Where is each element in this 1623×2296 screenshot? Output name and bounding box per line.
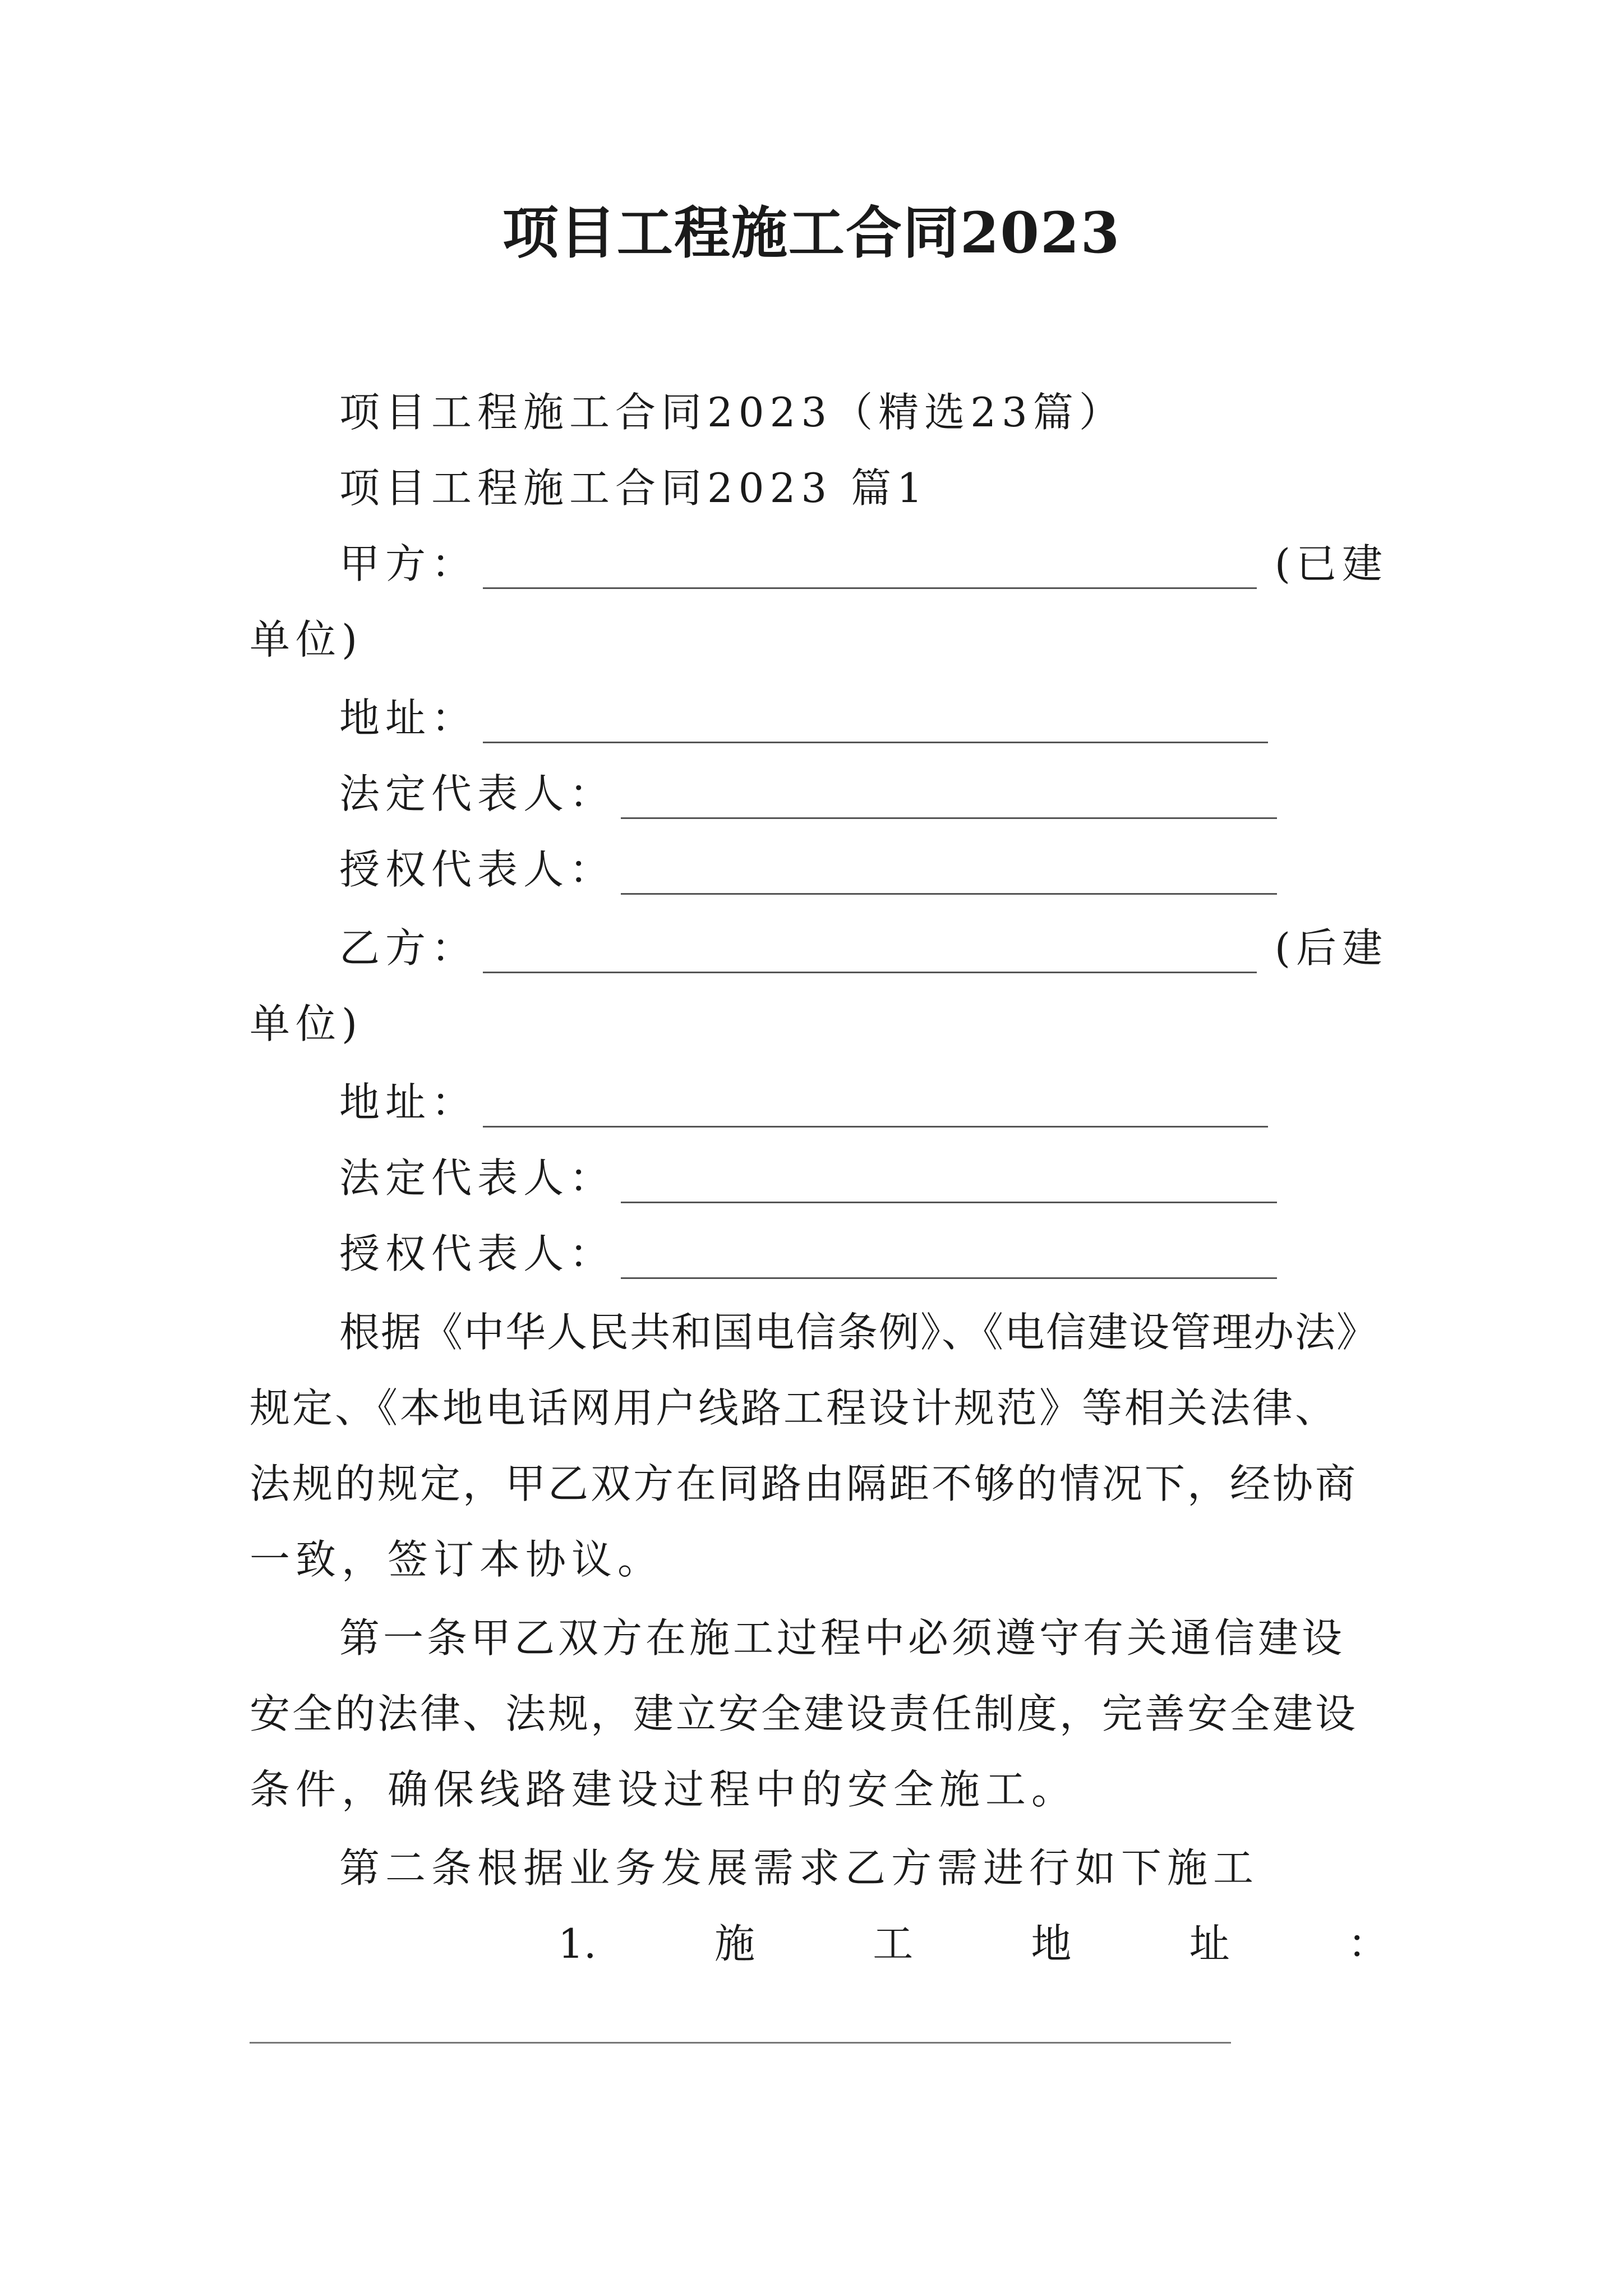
item-1-char: 地: [1031, 1920, 1072, 1967]
party-a-authorized-rep-blank[interactable]: [621, 854, 1277, 895]
item-1-char: 工: [873, 1920, 914, 1967]
party-a-legal-rep-label: 法定代表人：: [339, 770, 616, 817]
party-a-address-row: [250, 693, 1388, 743]
party-a-tail: (已建: [1274, 540, 1388, 587]
party-a-address-blank[interactable]: [483, 702, 1268, 743]
party-a-row: [250, 539, 1388, 589]
party-b-legal-rep-blank[interactable]: [621, 1162, 1277, 1203]
party-a-legal-rep-row: [250, 769, 1388, 819]
item-1-number: 1.: [558, 1920, 597, 1967]
party-a-legal-rep-blank[interactable]: [621, 778, 1277, 819]
party-b-legal-rep-label: 法定代表人：: [339, 1154, 616, 1202]
party-b-tail-wrap: 单位): [250, 1000, 363, 1047]
item-1-char: 施: [714, 1920, 755, 1967]
party-b-label: 乙方：: [339, 924, 478, 972]
party-a-authorized-rep-row: [250, 844, 1388, 895]
party-a-tail-wrap: 单位): [250, 616, 363, 663]
item-1-row: [558, 1918, 1388, 1969]
section-heading: 项目工程施工合同2023 篇1: [339, 464, 928, 512]
document-title: 项目工程施工合同2023: [502, 200, 1121, 266]
item-1-address-blank[interactable]: [250, 2042, 1231, 2044]
preamble-line: 一致，签订本协议。: [250, 1536, 664, 1583]
party-b-tail: (后建: [1274, 924, 1388, 972]
party-b-blank[interactable]: [483, 932, 1257, 973]
preamble-line: 根据《中华人民共和国电信条例》、《电信建设管理办法》: [339, 1309, 1378, 1356]
party-b-address-row: [250, 1077, 1388, 1128]
item-1-char: ：: [1347, 1920, 1388, 1967]
party-a-blank[interactable]: [483, 548, 1257, 589]
party-b-row: [250, 923, 1388, 973]
article-1-line: 第一条甲乙双方在施工过程中必须遵守有关通信建设: [339, 1614, 1346, 1662]
item-1-char: 址: [1189, 1920, 1230, 1967]
party-b-address-blank[interactable]: [483, 1087, 1268, 1128]
party-b-legal-rep-row: [250, 1153, 1388, 1203]
article-2-line: 第二条根据业务发展需求乙方需进行如下施工: [339, 1844, 1260, 1892]
party-a-label: 甲方：: [339, 540, 478, 587]
preamble-line: 法规的规定，甲乙双方在同路由隔距不够的情况下，经协商: [250, 1460, 1358, 1507]
article-1-line: 条件，确保线路建设过程中的安全施工。: [250, 1766, 1078, 1813]
party-a-authorized-rep-label: 授权代表人：: [339, 846, 616, 893]
party-b-authorized-rep-label: 授权代表人：: [339, 1230, 616, 1277]
preamble-line: 规定、《本地电话网用户线路工程设计规范》等相关法律、: [250, 1384, 1338, 1432]
article-1-line: 安全的法律、法规，建立安全建设责任制度，完善安全建设: [250, 1690, 1358, 1737]
subtitle: 项目工程施工合同2023（精选23篇）: [339, 389, 1125, 436]
party-a-address-label: 地址：: [339, 694, 478, 742]
party-b-authorized-rep-blank[interactable]: [621, 1238, 1277, 1279]
party-b-authorized-rep-row: [250, 1228, 1388, 1279]
party-b-address-label: 地址：: [339, 1079, 478, 1126]
